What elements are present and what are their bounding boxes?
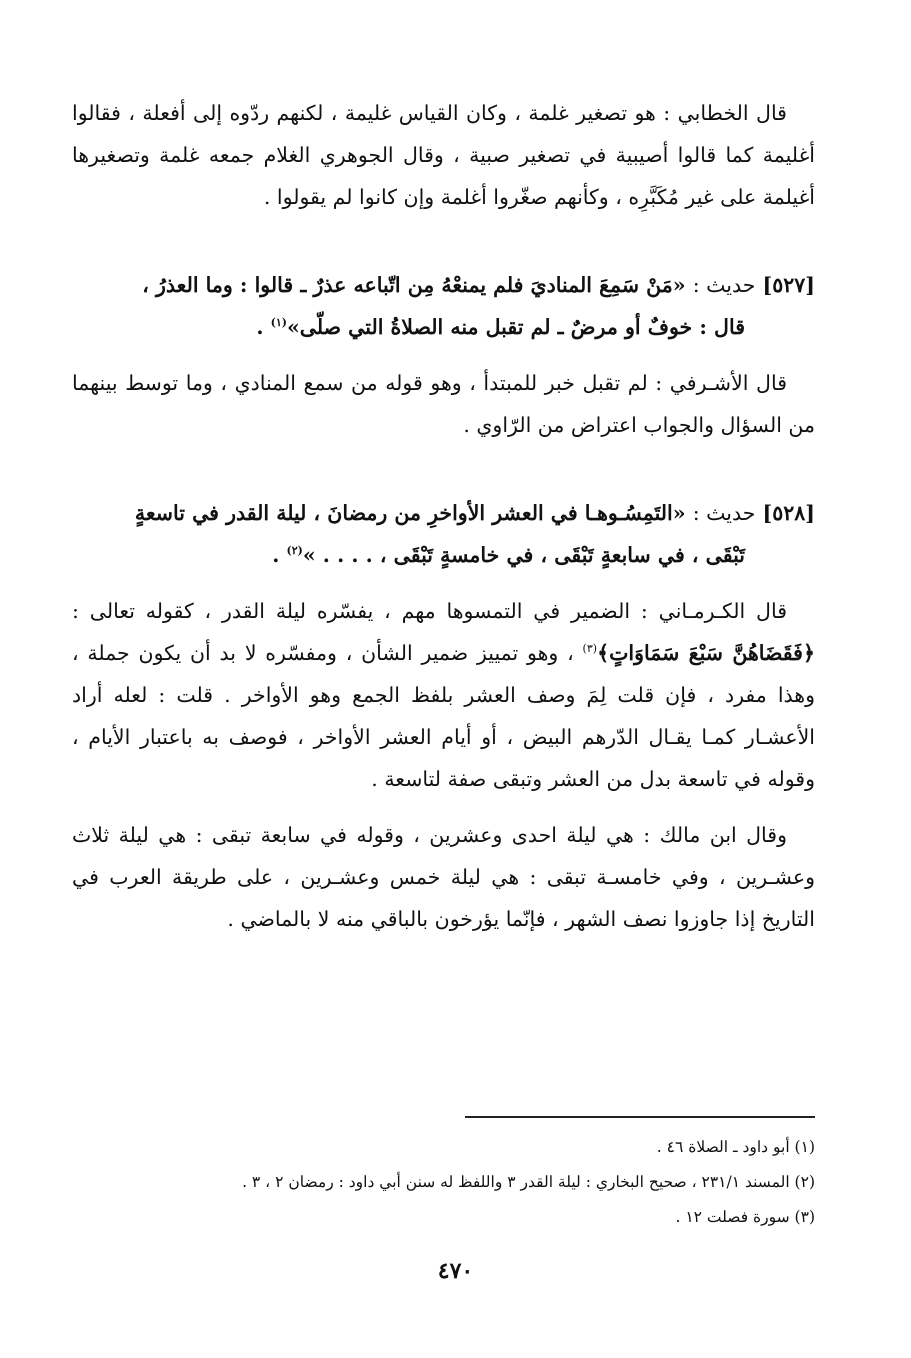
quran-verse: ﴿فَقَضَاهُنَّ سَبْعَ سَمَاوَاتٍ﴾ [597,641,815,665]
footnote-ref: (٣) [582,642,598,656]
footnote-ref: (١) [270,316,287,330]
hadith-text: قال : خوفٌ أو مرضٌ ـ لم تقبل منه الصلاةُ التي صلّى» [286,315,745,339]
text-line: قال الكـرمـاني : الضمير في التمسوها مهم ، يفسّره ليلة القدر ، كقوله تعالى : [72,599,787,623]
hadith-528 [72,492,815,576]
footnote-divider [465,1116,815,1118]
hadith-number: [٥٢٧] [762,273,815,297]
page-number: ٤٧٠ [437,1258,474,1284]
hadith-end: . [256,315,271,339]
footnotes [72,1130,815,1235]
paragraph-ibn-malik [72,814,815,940]
paragraph-khattabi [72,92,815,218]
hadith-number: [٥٢٨] [762,501,815,525]
footnote-ref: (٢) [286,544,303,558]
text-line: أراد الأعشـار كمـا يقـال الدّرهم البيض ، أو أيام العشر الأواخر ، فوصف به باعتبار [72,683,815,749]
text-line: قال الأشـرفي : لم تقبل خبر للمبتدأ ، وهو قوله من سمع المنادي ، وما توسط [125,371,787,395]
text-line: الأيام ، وقوله في تاسعة بدل من العشر وتبقى صفة لتاسعة . [72,725,815,791]
commentary-kermani [72,590,815,800]
hadith-intro: حديث : [692,501,756,525]
text-line: التاريخ إذا جاوزوا نصف الشهر ، فإنّما يؤرخون بالباقي منه لا بالماضي . [227,907,815,931]
text-line: قال الخطابي : هو تصغير غلمة ، وكان القياس غليمة ، لكنهم ردّوه إلى أفعلة ، [128,101,787,125]
text-line: جملة ، وهذا مفرد ، فإن قلت لِمَ وصف العشر بلفظ الجمع وهو الأواخر . قلت : لعله [72,641,815,707]
footnote-2: (٢) المسند ٢٣١/١ ، صحيح البخاري : ليلة القدر ٣ واللفظ له سنن أبي داود : رمضان ٢ ، ٣ . [242,1173,815,1191]
footnote-1: (١) أبو داود ـ الصلاة ٤٦ . [656,1138,815,1156]
hadith-text: «التَمِسُـوهـا في العشر الأواخرِ من رمضانَ ، ليلة القدر في تاسعةٍ [134,501,686,525]
hadith-text: «مَنْ سَمِعَ المناديَ فلم يمنعْهُ مِن اتّباعه عذرٌ ـ قالوا : وما العذرُ ، [142,273,686,297]
text-line: وتصغيرها أغيلمة على غير مُكَبَّرِه ، وكأنهم صغّروا أغلمة وإن كانوا لم يقولوا . [72,143,815,209]
text-line: بينهما من السؤال والجواب اعتراض من الرّاوي . [72,371,815,437]
text-line: ، وهو تمييز ضمير الشأن ، ومفسّره لا بد أن يكون [138,641,583,665]
text-line: وقال ابن مالك : هي ليلة احدى وعشرين ، وقوله في سابعة تبقى : هي ليلة ثلاث [72,823,787,847]
hadith-527 [72,264,815,348]
hadith-intro: حديث : [692,273,756,297]
commentary-ashrafi [72,362,815,446]
text-line: فقالوا أغليمة كما قالوا أصيبية في تصغير صبية ، وقال الجوهري الغلام جمعه غلمة [72,101,815,167]
hadith-text: تَبْقَى ، في سابعةٍ تَبْقَى ، في خامسةٍ تَبْقَى ، . . . . » [302,543,745,567]
page-body [72,92,815,940]
text-line: وعشـرين ، وفي خامسـة تبقى : هي ليلة خمس وعشـرين ، على طريقة العرب في [72,865,815,889]
hadith-end: . [272,543,287,567]
footnote-3: (٣) سورة فصلت ١٢ . [675,1208,815,1226]
